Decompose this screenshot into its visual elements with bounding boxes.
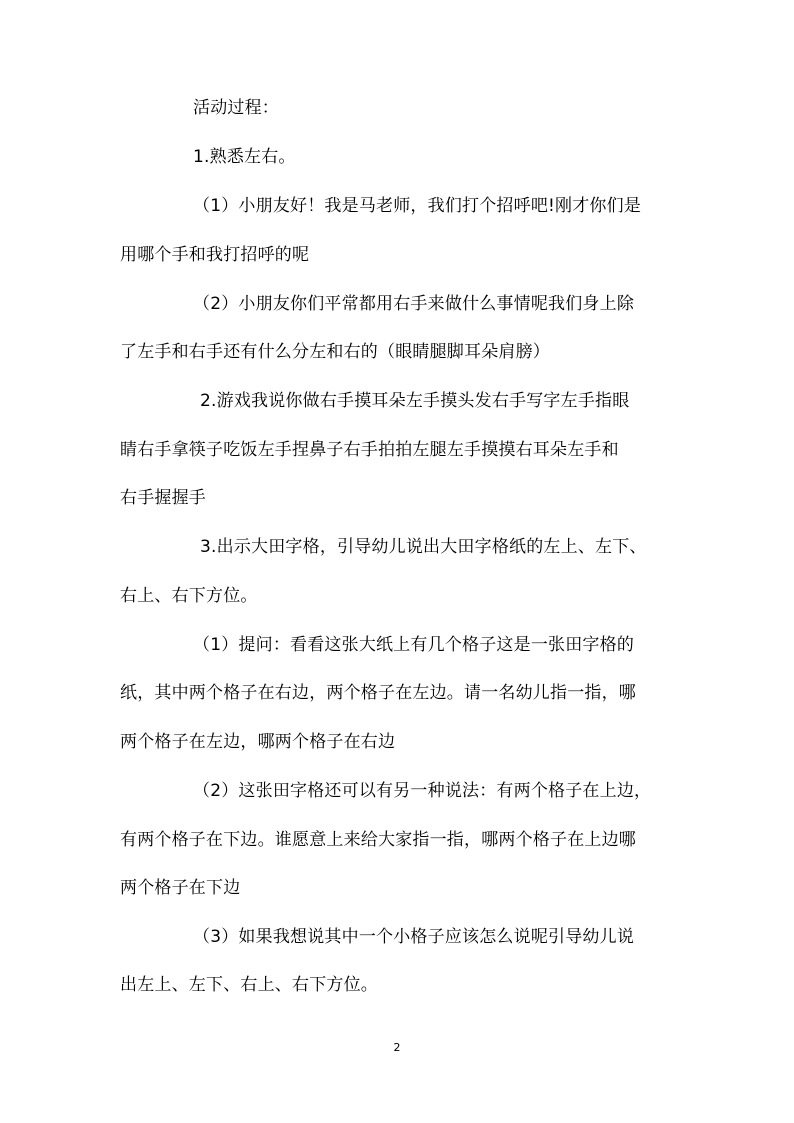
text-line: 出左上、左下、右上、右下方位。 (120, 975, 378, 995)
text-line: （3）如果我想说其中一个小格子应该怎么说呢引导幼儿说 (193, 927, 635, 947)
text-line: 睛右手拿筷子吃饭左手捏鼻子右手拍拍左腿左手摸摸右耳朵左手和 (120, 440, 619, 460)
text-line: （2）小朋友你们平常都用右手来做什么事情呢我们身上除 (193, 294, 635, 314)
text-line: 右上、右下方位。 (120, 586, 258, 606)
page-number: 2 (393, 1041, 401, 1054)
text-line: 右手握握手 (120, 488, 206, 508)
text-line: 有两个格子在下边。谁愿意上来给大家指一指，哪两个格子在上边哪 (120, 830, 636, 850)
text-line: 用哪个手和我打招呼的呢 (120, 245, 310, 265)
text-line: 了左手和右手还有什么分左和右的（眼睛腿脚耳朵肩膀） (120, 342, 550, 362)
text-line: 2.游戏我说你做右手摸耳朵左手摸头发右手写字左手指眼 (200, 391, 630, 411)
text-line: 3.出示大田字格，引导幼儿说出大田字格纸的左上、左下、 (200, 537, 647, 557)
text-line: 活动过程： (193, 98, 279, 118)
text-line: 两个格子在左边，哪两个格子在右边 (120, 732, 396, 752)
text-line: 1.熟悉左右。 (193, 147, 296, 167)
text-line: （1）小朋友好！我是马老师，我们打个招呼吧!刚才你们是 (193, 196, 642, 216)
text-line: （2）这张田字格还可以有另一种说法：有两个格子在上边， (193, 781, 652, 801)
text-line: 两个格子在下边 (120, 878, 241, 898)
text-line: （1）提问：看看这张大纸上有几个格子这是一张田字格的 (193, 635, 635, 655)
text-line: 纸，其中两个格子在右边，两个格子在左边。请一名幼儿指一指，哪 (120, 683, 636, 703)
